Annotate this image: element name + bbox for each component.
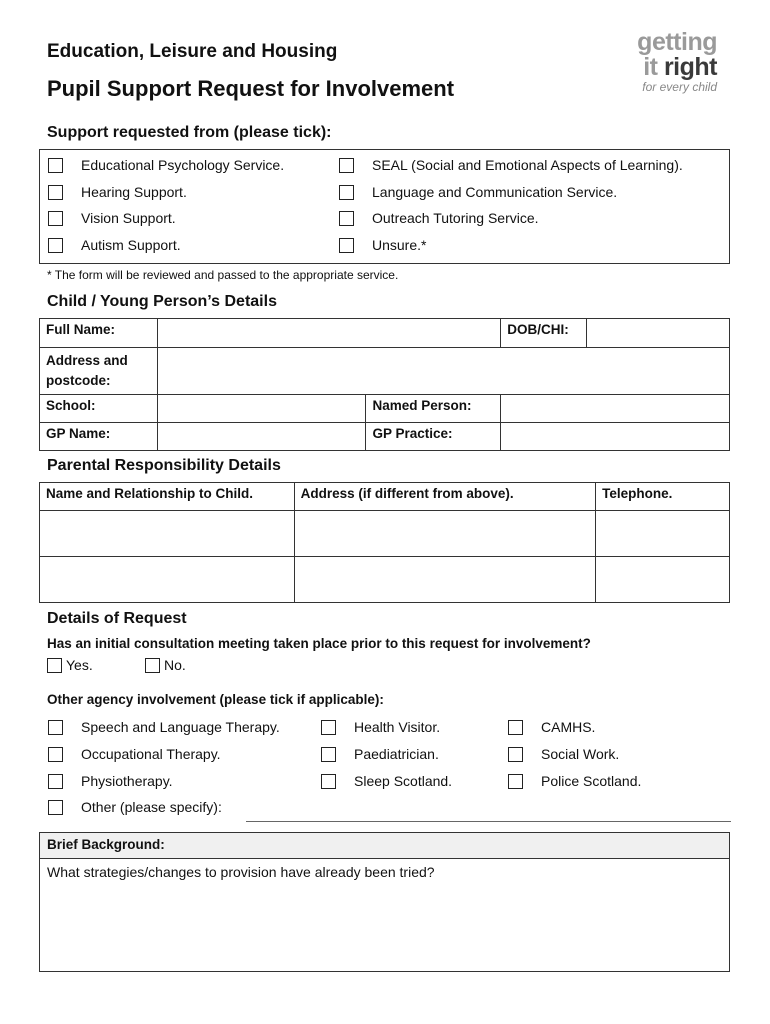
child-details-heading: Child / Young Person’s Details: [47, 293, 277, 310]
parental-telephone-field[interactable]: [596, 511, 730, 557]
gp-name-field[interactable]: [157, 423, 366, 451]
checkbox[interactable]: [48, 774, 63, 789]
support-option-autism[interactable]: Autism Support.: [48, 237, 181, 253]
brief-background-heading: Brief Background:: [40, 833, 729, 859]
parental-telephone-field[interactable]: [596, 557, 730, 603]
department-heading: Education, Leisure and Housing: [47, 41, 338, 62]
checkbox[interactable]: [145, 658, 160, 673]
checkbox[interactable]: [321, 747, 336, 762]
logo-line-2: it right: [643, 53, 717, 81]
parental-address-field[interactable]: [294, 557, 595, 603]
agency-sleep-scotland[interactable]: Sleep Scotland.: [321, 773, 452, 789]
agency-social-work[interactable]: Social Work.: [508, 746, 619, 762]
agency-speech-language[interactable]: Speech and Language Therapy.: [48, 719, 280, 735]
checkbox[interactable]: [48, 158, 63, 173]
school-field[interactable]: [157, 395, 366, 423]
checkbox[interactable]: [48, 185, 63, 200]
checkbox[interactable]: [48, 800, 63, 815]
gp-name-label: GP Name:: [40, 423, 158, 451]
checkbox[interactable]: [508, 747, 523, 762]
address-field[interactable]: [157, 348, 729, 395]
support-option-vision[interactable]: Vision Support.: [48, 210, 176, 226]
checkbox[interactable]: [321, 774, 336, 789]
logo-line-1: getting: [637, 28, 717, 56]
checkbox[interactable]: [321, 720, 336, 735]
checkbox[interactable]: [48, 720, 63, 735]
agency-heading: Other agency involvement (please tick if applicable):: [47, 692, 384, 707]
support-option-educational-psychology[interactable]: Educational Psychology Service.: [48, 157, 284, 173]
school-label: School:: [40, 395, 158, 423]
checkbox[interactable]: [48, 747, 63, 762]
checkbox[interactable]: [339, 158, 354, 173]
named-person-field[interactable]: [501, 395, 730, 423]
parental-col-name: Name and Relationship to Child.: [40, 483, 295, 511]
gp-practice-label: GP Practice:: [366, 423, 501, 451]
logo-line-3: for every child: [642, 80, 717, 94]
checkbox[interactable]: [508, 774, 523, 789]
parental-address-field[interactable]: [294, 511, 595, 557]
full-name-field[interactable]: [157, 319, 500, 348]
dob-chi-label: DOB/CHI:: [501, 319, 587, 348]
support-option-seal[interactable]: SEAL (Social and Emotional Aspects of Learning).: [339, 157, 683, 173]
address-label: Address and postcode:: [40, 348, 158, 395]
parental-name-field[interactable]: [40, 511, 295, 557]
checkbox[interactable]: [339, 185, 354, 200]
checkbox[interactable]: [48, 211, 63, 226]
consultation-no[interactable]: No.: [145, 657, 186, 673]
brief-background-box: [39, 832, 730, 972]
checkbox[interactable]: [48, 238, 63, 253]
agency-physiotherapy[interactable]: Physiotherapy.: [48, 773, 173, 789]
parental-heading: Parental Responsibility Details: [47, 457, 281, 474]
agency-paediatrician[interactable]: Paediatrician.: [321, 746, 439, 762]
consultation-question: Has an initial consultation meeting taken place prior to this request for involvement?: [47, 636, 591, 651]
support-note: * The form will be reviewed and passed to the appropriate service.: [47, 268, 399, 282]
support-option-language-communication[interactable]: Language and Communication Service.: [339, 184, 617, 200]
dob-chi-field[interactable]: [587, 319, 730, 348]
parental-col-telephone: Telephone.: [596, 483, 730, 511]
support-option-hearing[interactable]: Hearing Support.: [48, 184, 187, 200]
request-heading: Details of Request: [47, 610, 187, 627]
support-option-unsure[interactable]: Unsure.*: [339, 237, 426, 253]
agency-police-scotland[interactable]: Police Scotland.: [508, 773, 641, 789]
parental-col-address: Address (if different from above).: [294, 483, 595, 511]
checkbox[interactable]: [339, 211, 354, 226]
agency-other[interactable]: Other (please specify):: [48, 799, 222, 815]
consultation-yes[interactable]: Yes.: [47, 657, 93, 673]
parental-name-field[interactable]: [40, 557, 295, 603]
form-title: Pupil Support Request for Involvement: [47, 76, 455, 101]
agency-occupational-therapy[interactable]: Occupational Therapy.: [48, 746, 221, 762]
gp-practice-field[interactable]: [501, 423, 730, 451]
full-name-label: Full Name:: [40, 319, 158, 348]
agency-camhs[interactable]: CAMHS.: [508, 719, 595, 735]
other-specify-field[interactable]: [246, 821, 731, 822]
named-person-label: Named Person:: [366, 395, 501, 423]
child-details-table: [39, 318, 730, 451]
getting-it-right-logo: [587, 30, 717, 94]
support-option-outreach-tutoring[interactable]: Outreach Tutoring Service.: [339, 210, 539, 226]
support-heading: Support requested from (please tick):: [47, 124, 332, 141]
checkbox[interactable]: [508, 720, 523, 735]
strategies-question[interactable]: What strategies/changes to provision have already been tried?: [47, 864, 435, 880]
agency-health-visitor[interactable]: Health Visitor.: [321, 719, 440, 735]
checkbox[interactable]: [47, 658, 62, 673]
parental-table: [39, 482, 730, 603]
checkbox[interactable]: [339, 238, 354, 253]
